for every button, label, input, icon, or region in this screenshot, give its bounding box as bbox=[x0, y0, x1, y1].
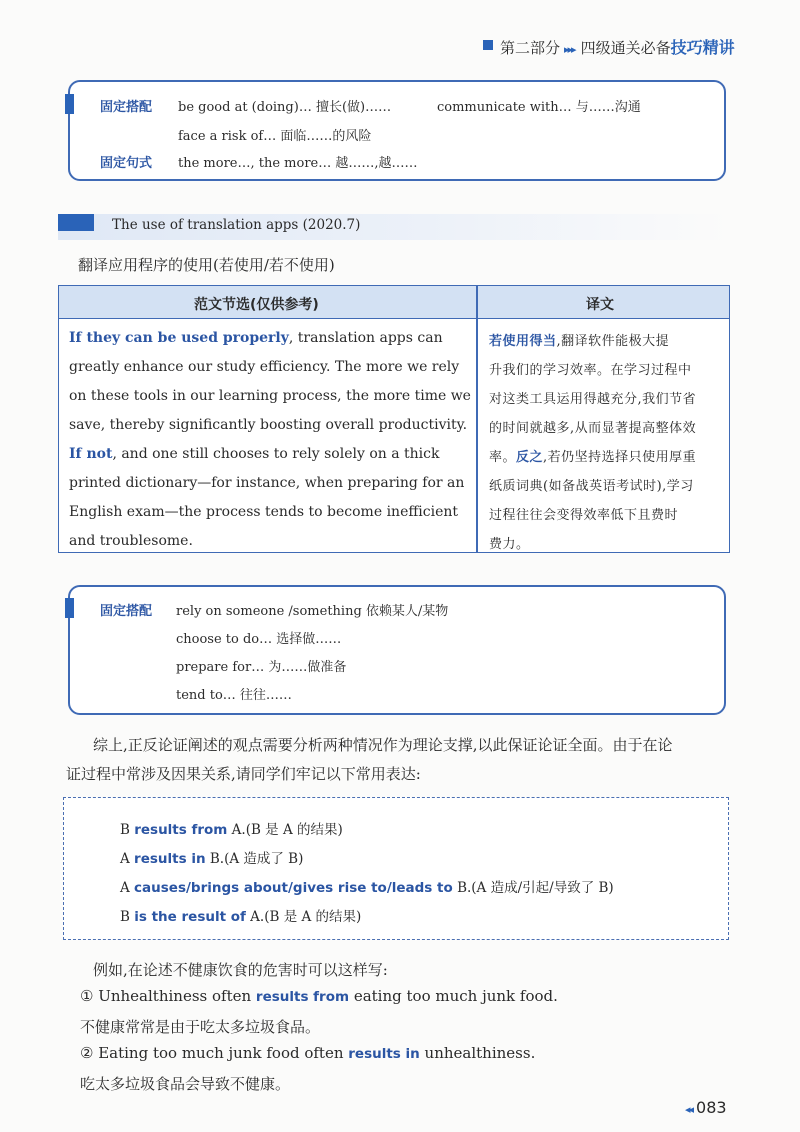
page-number-text: 083 bbox=[696, 1098, 727, 1117]
box-marker bbox=[65, 94, 74, 114]
line-text: B.(A 造成/引起/导致了 B) bbox=[452, 880, 614, 896]
summary-line: 综上,正反论证阐述的观点需要分析两种情况作为理论支撑,以此保证论证全面。由于在论 bbox=[93, 736, 673, 754]
expression-item bbox=[120, 818, 343, 838]
causal-expressions-box bbox=[63, 797, 729, 940]
essay-line bbox=[69, 504, 458, 520]
highlight-phrase: 反之 bbox=[516, 450, 544, 465]
header-marker bbox=[483, 40, 493, 50]
highlight-phrase: causes/brings about/gives rise to/leads to bbox=[134, 880, 453, 896]
sentence-text: eating too much junk food. bbox=[349, 987, 558, 1005]
collocation-item: prepare for… 为……做准备 bbox=[176, 660, 347, 675]
highlight-phrase: results in bbox=[348, 1046, 420, 1062]
line-text: A.(B 是 A 的结果) bbox=[245, 909, 362, 925]
line-text: B bbox=[120, 822, 135, 838]
collocation-item: face a risk of… 面临……的风险 bbox=[178, 129, 372, 144]
collocation-item: tend to… 往往…… bbox=[176, 688, 292, 703]
header-part: 第二部分 bbox=[500, 39, 561, 57]
line-text: B bbox=[120, 909, 135, 925]
table-header-essay: 范文节选(仅供参考) bbox=[194, 297, 319, 313]
example-translation-2: 吃太多垃圾食品会导致不健康。 bbox=[80, 1075, 291, 1093]
essay-line bbox=[69, 359, 459, 375]
table-header-row bbox=[59, 286, 729, 319]
highlight-phrase: If they can be used properly bbox=[69, 330, 289, 346]
highlight-phrase: is the result of bbox=[134, 909, 246, 925]
line-text: A bbox=[120, 880, 135, 896]
collocation-item: communicate with… 与……沟通 bbox=[437, 100, 641, 115]
essay-line bbox=[69, 475, 464, 491]
line-text: 升我们的学习效率。在学习过程中 bbox=[489, 363, 692, 378]
table-column-divider bbox=[476, 286, 478, 552]
highlight-phrase: results in bbox=[134, 851, 206, 867]
line-text: save, thereby significantly boosting overall productivity. bbox=[69, 417, 468, 433]
line-text: 的时间就越多,从而显著提高整体效 bbox=[489, 421, 697, 436]
essay-line bbox=[69, 417, 467, 433]
translation-line bbox=[489, 330, 669, 349]
sentence-text: ① Unhealthiness often bbox=[80, 987, 256, 1005]
triple-chevron-icon: ▸▸▸ bbox=[564, 43, 575, 56]
highlight-phrase: If not bbox=[69, 446, 113, 462]
label-fixed-collocation: 固定搭配 bbox=[100, 604, 153, 619]
highlight-phrase: 若使用得当 bbox=[489, 334, 557, 349]
essay-line bbox=[69, 330, 443, 346]
line-text: B.(A 造成了 B) bbox=[205, 851, 304, 867]
line-text: A bbox=[120, 851, 135, 867]
essay-line bbox=[69, 388, 471, 404]
translation-line bbox=[489, 533, 530, 552]
line-text: and troublesome. bbox=[69, 533, 193, 549]
header-section: 四级通关必备 bbox=[580, 39, 671, 57]
table-header-translation: 译文 bbox=[586, 297, 614, 313]
line-text: greatly enhance our study efficiency. The more we rely bbox=[69, 359, 460, 375]
header-highlight: 技巧精讲 bbox=[670, 38, 735, 57]
collocation-item: rely on someone /something 依赖某人/某物 bbox=[176, 604, 449, 619]
sentence-text: ② Eating too much junk food often bbox=[80, 1044, 349, 1062]
line-text: 对这类工具运用得越充分,我们节省 bbox=[489, 392, 697, 407]
summary-line: 证过程中常涉及因果关系,请同学们牢记以下常用表达: bbox=[66, 765, 421, 783]
translation-line bbox=[489, 359, 692, 378]
line-text: 纸质词典(如备战英语考试时),学习 bbox=[489, 479, 694, 494]
collocation-item: be good at (doing)… 擅长(做)…… bbox=[178, 100, 392, 115]
line-text: 率。 bbox=[489, 450, 517, 465]
topic-title: The use of translation apps (2020.7) bbox=[112, 217, 361, 233]
translation-line bbox=[489, 475, 694, 494]
translation-line bbox=[489, 388, 696, 407]
sample-essay-table bbox=[58, 285, 730, 553]
expression-item bbox=[120, 905, 361, 925]
translation-line bbox=[489, 504, 678, 523]
topic-subtitle: 翻译应用程序的使用(若使用/若不使用) bbox=[78, 256, 335, 274]
line-text: A.(B 是 A 的结果) bbox=[227, 822, 343, 838]
essay-line bbox=[69, 533, 193, 549]
line-text: 费力。 bbox=[489, 537, 530, 552]
translation-line bbox=[489, 417, 696, 436]
collocation-box-2 bbox=[68, 585, 726, 715]
double-chevron-icon: ◂◂ bbox=[685, 1103, 693, 1116]
line-text: ,若仍坚持选择只使用厚重 bbox=[543, 450, 697, 465]
label-fixed-pattern: 固定句式 bbox=[100, 156, 153, 171]
highlight-phrase: results from bbox=[255, 989, 350, 1005]
line-text: printed dictionary—for instance, when preparing for an bbox=[69, 475, 465, 491]
essay-line bbox=[69, 446, 439, 462]
line-text: , translation apps can bbox=[288, 330, 443, 346]
expression-item bbox=[120, 876, 614, 896]
line-text: English exam—the process tends to become inefficient bbox=[69, 504, 459, 520]
topic-marker bbox=[58, 214, 94, 231]
line-text: ,翻译软件能极大提 bbox=[556, 334, 670, 349]
example-translation-1: 不健康常常是由于吃太多垃圾食品。 bbox=[80, 1018, 321, 1036]
line-text: , and one still chooses to rely solely on a thick bbox=[112, 446, 440, 462]
collocation-item: choose to do… 选择做…… bbox=[176, 632, 342, 647]
translation-line bbox=[489, 446, 696, 465]
line-text: on these tools in our learning process, the more time we bbox=[69, 388, 471, 404]
expression-item bbox=[120, 847, 303, 867]
collocation-box-1 bbox=[68, 80, 726, 181]
box-marker bbox=[65, 598, 74, 618]
sentence-text: unhealthiness. bbox=[419, 1044, 536, 1062]
pattern-item: the more…, the more… 越……,越…… bbox=[178, 156, 418, 171]
page-number bbox=[685, 1098, 727, 1117]
example-intro: 例如,在论述不健康饮食的危害时可以这样写: bbox=[93, 961, 388, 979]
example-sentence-1 bbox=[80, 987, 558, 1005]
line-text: 过程往往会变得效率低下且费时 bbox=[489, 508, 679, 523]
highlight-phrase: results from bbox=[134, 822, 228, 838]
example-sentence-2 bbox=[80, 1044, 535, 1062]
running-header bbox=[500, 35, 735, 58]
label-fixed-collocation: 固定搭配 bbox=[100, 100, 153, 115]
